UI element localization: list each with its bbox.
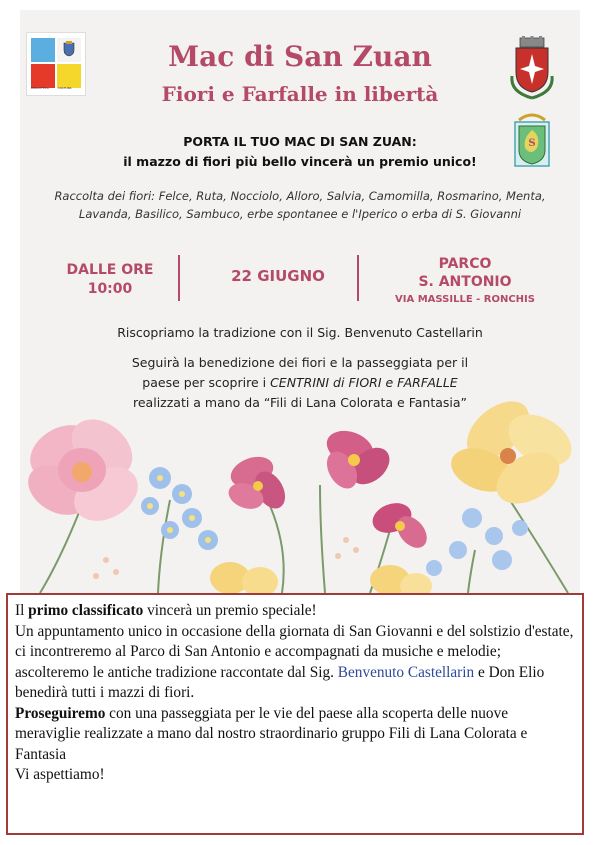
yellow-buds-bottom bbox=[210, 562, 432, 593]
event-date: 22 GIUGNO bbox=[231, 267, 325, 285]
event-subtitle: Fiori e Farfalle in libertà bbox=[161, 82, 439, 106]
magenta-flowers-center bbox=[225, 425, 433, 554]
svg-text:S: S bbox=[528, 138, 536, 149]
event-description bbox=[15, 622, 575, 704]
place-name-line-1: PARCO bbox=[438, 256, 492, 272]
prize-winner-highlight: primo classificato bbox=[28, 602, 144, 619]
closing-line: Vi aspettiamo! bbox=[15, 766, 105, 783]
flower-list-line-1: Raccolta dei fiori: Felce, Ruta, Nocciolo, Alloro, Salvia, Camomilla, Rosmarino, Menta, bbox=[54, 189, 546, 203]
event-title: Mac di San Zuan bbox=[168, 40, 432, 73]
event-info-bar bbox=[20, 253, 580, 309]
blessing-line-1: Seguirà la benedizione dei fiori e la passeggiata per il bbox=[131, 355, 469, 370]
blessing-line-3: realizzati a mano da “Fili di Lana Colorata e Fantasia” bbox=[133, 395, 467, 410]
blessing-line-2-prefix: paese per scoprire i bbox=[142, 375, 271, 390]
centrini-highlight: CENTRINI di FIORI e FARFALLE bbox=[270, 375, 458, 390]
prize-prefix: Il bbox=[15, 602, 29, 619]
tradition-line: Riscopriamo la tradizione con il Sig. Benvenuto Castellarin bbox=[117, 325, 483, 340]
announcement-line-1: PORTA IL TUO MAC DI SAN ZUAN: bbox=[183, 134, 417, 149]
walk-paragraph bbox=[15, 704, 575, 766]
flower-list bbox=[30, 187, 570, 223]
event-poster bbox=[20, 10, 580, 593]
prize-suffix: vincerà un premio speciale! bbox=[143, 602, 317, 619]
municipal-shield-icon bbox=[63, 41, 75, 57]
place-address: VIA MASSILLE - RONCHIS bbox=[395, 294, 535, 305]
forget-me-not-cluster-right bbox=[426, 508, 528, 576]
flower-list-line-2: Lavanda, Basilico, Sambuco, erbe spontanee e l'Iperico o erba di S. Giovanni bbox=[78, 207, 522, 221]
event-details-box bbox=[6, 593, 584, 835]
walk-highlight: Proseguiremo bbox=[15, 704, 106, 722]
description-part-1: Un appuntamento unico in occasione della giornata di San Giovanni e del solstizio d'estate, ci incontreremo al Parco di San Antonio e accompagnati da musiche e melodie; ascolteremo le antiche tradizione raccontate dal Sig. bbox=[15, 622, 574, 681]
logo-text-culture: CULTURA bbox=[58, 86, 72, 90]
info-divider bbox=[178, 255, 180, 301]
pink-flower-left bbox=[20, 408, 147, 532]
contest-announcement bbox=[80, 132, 520, 172]
yellow-flower-right bbox=[445, 390, 580, 514]
guest-name: Benvenuto Castellarin bbox=[337, 663, 475, 681]
prize-paragraph bbox=[15, 601, 575, 622]
place-name-line-2: S. ANTONIO bbox=[418, 274, 512, 290]
walk-text: con una passeggiata per le vie del paese alla scoperta delle nuove meraviglie realizzate a mano dal nostro straordinario gruppo Fili di Lana Colorata e Fantasia bbox=[15, 704, 528, 763]
event-time bbox=[40, 261, 180, 299]
description-part-2: e Don Elio benedirà tutti i mazzi di fiori. bbox=[15, 663, 545, 701]
event-time-label: DALLE ORE bbox=[66, 262, 154, 278]
announcement-line-2: il mazzo di fiori più bello vincerà un premio unico! bbox=[123, 154, 477, 169]
event-time-value: 10:00 bbox=[87, 281, 133, 297]
info-divider bbox=[357, 255, 359, 301]
event-place bbox=[365, 255, 565, 309]
library-culture-logo bbox=[26, 32, 86, 96]
logo-text-library: BIBLIOTECA bbox=[31, 86, 49, 90]
flower-illustration bbox=[20, 390, 580, 593]
